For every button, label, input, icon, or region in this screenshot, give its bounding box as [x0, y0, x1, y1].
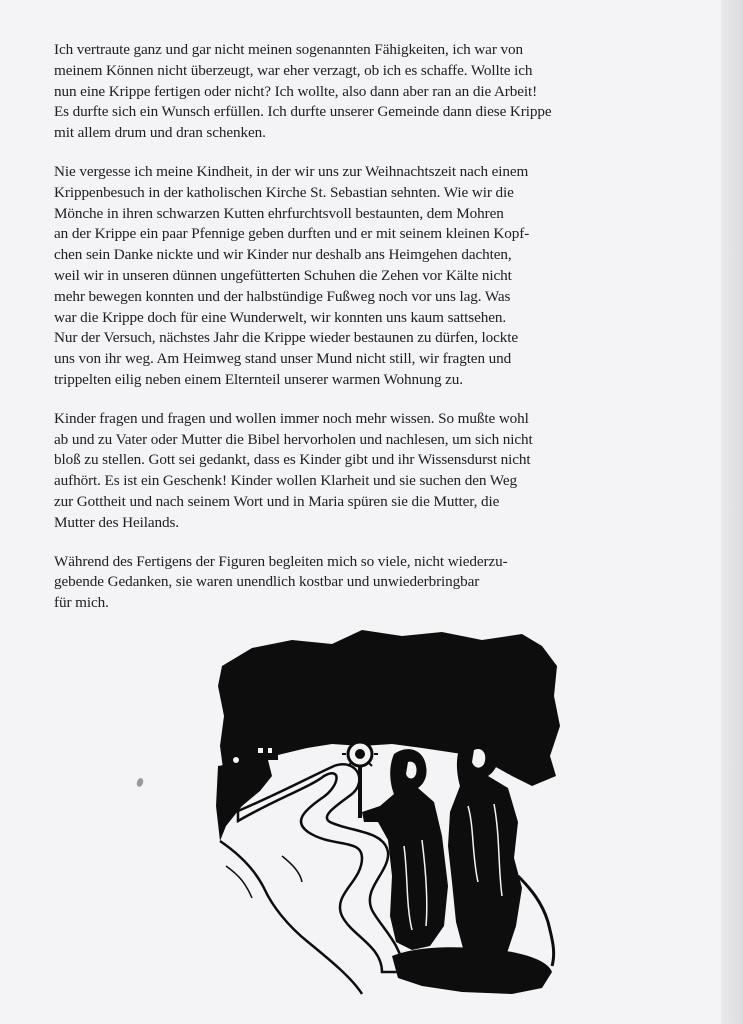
village-light: [233, 757, 239, 763]
house-window: [258, 748, 263, 753]
woodcut-illustration: [212, 626, 570, 998]
text-line: Es durfte sich ein Wunsch erfüllen. Ich durfte unserer Gemeinde dann diese Krippe: [54, 103, 552, 121]
text-line: Mönche in ihren schwarzen Kutten ehrfurchtsvoll bestaunten, dem Mohren: [54, 204, 504, 222]
text-line: mit allem drum und dran schenken.: [54, 124, 266, 142]
text-line: Während des Fertigens der Figuren begleiten mich so viele, nicht wiederzu-: [54, 552, 508, 570]
text-line: meinem Können nicht überzeugt, war eher verzagt, ob ich es schaffe. Wollte ich: [54, 61, 533, 79]
text-line: an der Krippe ein paar Pfennige geben durften und er mit seinem kleinen Kopf-: [54, 225, 530, 243]
text-line: Mutter des Heilands.: [54, 513, 179, 531]
text-line: Ich vertraute ganz und gar nicht meinen sogenannten Fähigkeiten, ich war von: [54, 41, 523, 58]
ground-right: [518, 876, 554, 966]
night-sky: [218, 630, 560, 786]
document-text: [54, 40, 686, 632]
ground-stroke: [226, 866, 252, 898]
text-line: nun eine Krippe fertigen oder nicht? Ich wollte, also dann aber ran an die Arbeit!: [54, 82, 538, 100]
ground-stroke: [282, 856, 302, 882]
text-line: aufhört. Es ist ein Geschenk! Kinder wollen Klarheit und sie suchen den Weg: [54, 472, 517, 490]
text-line: war die Krippe doch für eine Wunderwelt, wir konnten uns kaum sattsehen.: [54, 308, 507, 326]
text-line: Krippenbesuch in der katholischen Kirche St. Sebastian sehnten. Wie wir die: [54, 183, 514, 201]
text-line: Nur der Versuch, nächstes Jahr die Krippe wieder bestaunen zu dürfen, lockte: [54, 329, 519, 347]
scan-speck: [136, 777, 145, 788]
house-silhouette: [252, 744, 278, 760]
parent-face: [472, 749, 485, 768]
text-line: gebende Gedanken, sie waren unendlich kostbar und unwiederbringbar: [54, 573, 480, 591]
ground-shadow: [392, 947, 552, 994]
text-line: uns von ihr weg. Am Heimweg stand unser Mund nicht still, wir fragten und: [54, 350, 512, 368]
page-edge: [721, 0, 743, 1024]
text-line: zur Gottheit und nach seinem Wort und in Maria spüren sie die Mutter, die: [54, 492, 500, 510]
text-line: für mich.: [54, 594, 109, 612]
text-line: bloß zu stellen. Gott sei gedankt, dass es Kinder gibt und ihr Wissensdurst nicht: [54, 451, 531, 469]
house-window: [268, 748, 272, 753]
text-line: chen sein Danke nickte und wir Kinder nur deshalb ans Heimgehen dachten,: [54, 246, 512, 264]
paragraph-1: [54, 40, 686, 144]
winding-path-outer: [238, 764, 404, 972]
text-line: mehr bewegen konnten und der halbstündige Fußweg noch vor uns lag. Was: [54, 287, 511, 305]
paragraph-4: [54, 552, 686, 614]
paragraph-2: [54, 162, 686, 391]
paragraph-3: [54, 409, 686, 534]
text-line: weil wir in unseren dünnen ungefütterten Schuhen die Zehen vor Kälte nicht: [54, 266, 512, 284]
text-line: ab und zu Vater oder Mutter die Bibel hervorholen und nachlesen, um sich nicht: [54, 430, 533, 448]
lantern-flame: [355, 749, 365, 759]
text-line: Kinder fragen und fragen und wollen immer noch mehr wissen. So mußte wohl: [54, 409, 529, 427]
text-line: Nie vergesse ich meine Kindheit, in der wir uns zur Weihnachtszeit nach einem: [54, 162, 529, 180]
lantern-pole: [358, 766, 362, 818]
text-line: trippelten eilig neben einem Elternteil unserer warmen Wohnung zu.: [54, 370, 463, 388]
